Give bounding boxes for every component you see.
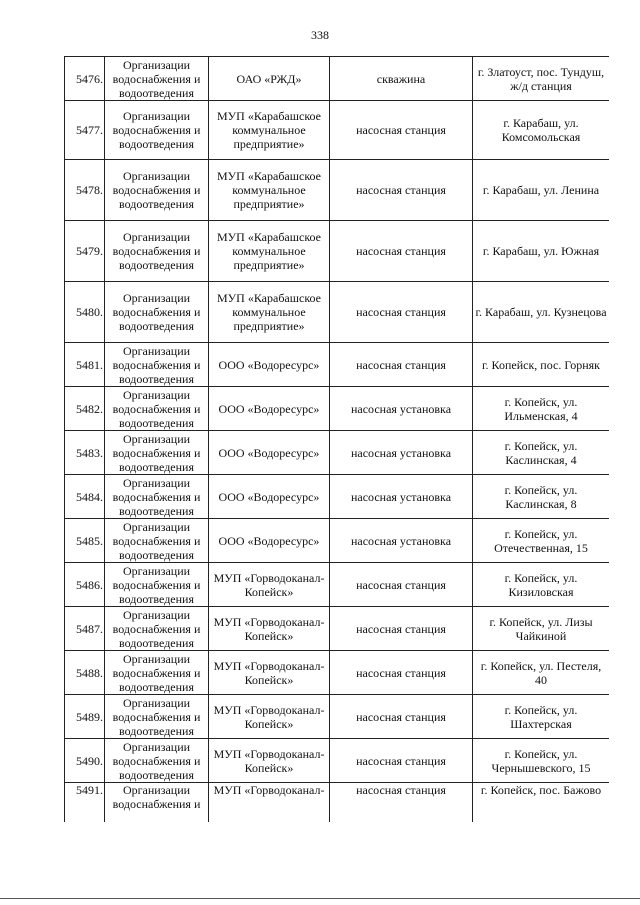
- row-number: 5491.: [65, 783, 105, 823]
- address-cell: г. Карабаш, ул. Ленина: [473, 160, 610, 221]
- owner-cell: МУП «Горводоканал-: [209, 783, 330, 823]
- address-cell: г. Копейск, ул. Шахтерская: [473, 695, 610, 739]
- owner-cell: МУП «Горводоканал-Копейск»: [209, 651, 330, 695]
- object-cell: насосная станция: [330, 739, 473, 783]
- object-cell: насосная станция: [330, 101, 473, 160]
- table-row: [65, 519, 610, 563]
- row-number: 5489.: [65, 695, 105, 739]
- address-cell: г. Копейск, ул. Пестеля, 40: [473, 651, 610, 695]
- address-cell: г. Карабаш, ул. Кузнецова: [473, 282, 610, 343]
- object-cell: насосная установка: [330, 431, 473, 475]
- object-cell: насосная станция: [330, 221, 473, 282]
- registry-table-container: [64, 56, 609, 822]
- address-cell: г. Копейск, ул. Каслинская, 4: [473, 431, 610, 475]
- address-cell: г. Златоуст, пос. Тундуш, ж/д станция: [473, 57, 610, 101]
- owner-cell: МУП «Карабашское коммунальное предприятие»: [209, 282, 330, 343]
- owner-cell: МУП «Горводоканал-Копейск»: [209, 563, 330, 607]
- table-row: [65, 387, 610, 431]
- object-cell: насосная станция: [330, 282, 473, 343]
- address-cell: г. Копейск, ул. Чернышевского, 15: [473, 739, 610, 783]
- scan-edge-line: [0, 898, 640, 899]
- owner-cell: МУП «Горводоканал-Копейск»: [209, 607, 330, 651]
- address-cell: г. Карабаш, ул. Южная: [473, 221, 610, 282]
- object-cell: насосная установка: [330, 475, 473, 519]
- table-row: [65, 343, 610, 387]
- table-row: [65, 651, 610, 695]
- object-cell: насосная станция: [330, 343, 473, 387]
- address-cell: г. Копейск, ул. Лизы Чайкиной: [473, 607, 610, 651]
- row-number: 5480.: [65, 282, 105, 343]
- address-cell: г. Карабаш, ул. Комсомольская: [473, 101, 610, 160]
- address-cell: г. Копейск, пос. Бажово: [473, 783, 610, 823]
- table-row: [65, 739, 610, 783]
- table-row: [65, 431, 610, 475]
- address-cell: г. Копейск, ул. Кизиловская: [473, 563, 610, 607]
- category-cell: Организации водоснабжения и: [105, 783, 209, 823]
- category-cell: Организации водоснабжения и водоотведения: [105, 431, 209, 475]
- owner-cell: ООО «Водоресурс»: [209, 387, 330, 431]
- owner-cell: МУП «Карабашское коммунальное предприятие»: [209, 160, 330, 221]
- row-number: 5484.: [65, 475, 105, 519]
- category-cell: Организации водоснабжения и водоотведения: [105, 160, 209, 221]
- row-number: 5485.: [65, 519, 105, 563]
- object-cell: скважина: [330, 57, 473, 101]
- row-number: 5483.: [65, 431, 105, 475]
- table-row: [65, 563, 610, 607]
- registry-table: [64, 56, 609, 822]
- object-cell: насосная станция: [330, 695, 473, 739]
- owner-cell: ООО «Водоресурс»: [209, 475, 330, 519]
- category-cell: Организации водоснабжения и водоотведения: [105, 695, 209, 739]
- address-cell: г. Копейск, ул. Ильменская, 4: [473, 387, 610, 431]
- row-number: 5486.: [65, 563, 105, 607]
- category-cell: Организации водоснабжения и водоотведения: [105, 651, 209, 695]
- address-cell: г. Копейск, пос. Горняк: [473, 343, 610, 387]
- category-cell: Организации водоснабжения и водоотведения: [105, 739, 209, 783]
- category-cell: Организации водоснабжения и водоотведения: [105, 343, 209, 387]
- object-cell: насосная станция: [330, 607, 473, 651]
- category-cell: Организации водоснабжения и водоотведения: [105, 221, 209, 282]
- category-cell: Организации водоснабжения и водоотведения: [105, 387, 209, 431]
- address-cell: г. Копейск, ул. Отечественная, 15: [473, 519, 610, 563]
- table-row: [65, 221, 610, 282]
- object-cell: насосная станция: [330, 783, 473, 823]
- category-cell: Организации водоснабжения и водоотведения: [105, 282, 209, 343]
- object-cell: насосная станция: [330, 563, 473, 607]
- table-row: [65, 783, 610, 823]
- owner-cell: ОАО «РЖД»: [209, 57, 330, 101]
- table-row: [65, 695, 610, 739]
- category-cell: Организации водоснабжения и водоотведения: [105, 519, 209, 563]
- owner-cell: МУП «Горводоканал-Копейск»: [209, 695, 330, 739]
- table-row: [65, 282, 610, 343]
- table-row: [65, 475, 610, 519]
- owner-cell: МУП «Горводоканал-Копейск»: [209, 739, 330, 783]
- category-cell: Организации водоснабжения и водоотведения: [105, 475, 209, 519]
- row-number: 5481.: [65, 343, 105, 387]
- address-cell: г. Копейск, ул. Каслинская, 8: [473, 475, 610, 519]
- table-row: [65, 607, 610, 651]
- owner-cell: ООО «Водоресурс»: [209, 431, 330, 475]
- owner-cell: ООО «Водоресурс»: [209, 343, 330, 387]
- row-number: 5488.: [65, 651, 105, 695]
- object-cell: насосная станция: [330, 651, 473, 695]
- page-number: 338: [311, 28, 329, 42]
- row-number: 5477.: [65, 101, 105, 160]
- row-number: 5476.: [65, 57, 105, 101]
- table-row: [65, 57, 610, 101]
- object-cell: насосная установка: [330, 519, 473, 563]
- row-number: 5487.: [65, 607, 105, 651]
- object-cell: насосная станция: [330, 160, 473, 221]
- table-row: [65, 101, 610, 160]
- row-number: 5482.: [65, 387, 105, 431]
- row-number: 5478.: [65, 160, 105, 221]
- row-number: 5479.: [65, 221, 105, 282]
- owner-cell: МУП «Карабашское коммунальное предприятие»: [209, 101, 330, 160]
- category-cell: Организации водоснабжения и водоотведения: [105, 563, 209, 607]
- row-number: 5490.: [65, 739, 105, 783]
- category-cell: Организации водоснабжения и водоотведения: [105, 607, 209, 651]
- category-cell: Организации водоснабжения и водоотведения: [105, 101, 209, 160]
- object-cell: насосная установка: [330, 387, 473, 431]
- category-cell: Организации водоснабжения и водоотведения: [105, 57, 209, 101]
- owner-cell: МУП «Карабашское коммунальное предприятие»: [209, 221, 330, 282]
- table-row: [65, 160, 610, 221]
- owner-cell: ООО «Водоресурс»: [209, 519, 330, 563]
